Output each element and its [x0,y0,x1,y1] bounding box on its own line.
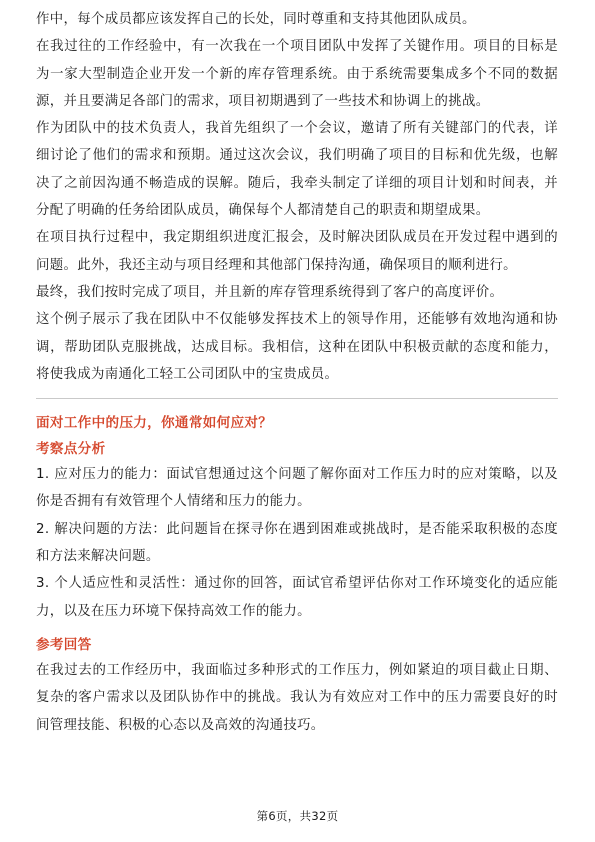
analysis-list [36,461,558,625]
question-section [36,411,558,739]
paragraph: 作为团队中的技术负责人，我首先组织了一个会议，邀请了所有关键部门的代表，详细讨论了他们的需求和预期。通过这次会议，我们明确了项目的目标和优先级，也解决了之前因沟通不畅造成的误解。随后，我牵头制定了详细的项目计划和时间表，并分配了明确的任务给团队成员，确保每个人都清楚自己的职责和期望成果。 [36,121,558,219]
list-item: 1. 应对压力的能力：面试官想通过这个问题了解你面对工作压力时的应对策略，以及你是否拥有有效管理个人情绪和压力的能力。 [36,467,558,510]
list-item: 3. 个人适应性和灵活性：通过你的回答，面试官希望评估你对工作环境变化的适应能力，以及在压力环境下保持高效工作的能力。 [36,576,558,619]
paragraph: 在项目执行过程中，我定期组织进度汇报会，及时解决团队成员在开发过程中遇到的问题。此外，我还主动与项目经理和其他部门保持沟通，确保项目的顺利进行。 [36,230,558,273]
page-content [36,6,558,739]
paragraph: 在我过往的工作经验中，有一次我在一个项目团队中发挥了关键作用。项目的目标是为一家大型制造企业开发一个新的库存管理系统。由于系统需要集成多个不同的数据源，并且要满足各部门的需求，项目初期遇到了一些技术和协调上的挑战。 [36,39,558,109]
paragraph: 这个例子展示了我在团队中不仅能够发挥技术上的领导作用，还能够有效地沟通和协调，帮助团队克服挑战，达成目标。我相信，这种在团队中积极贡献的态度和能力，将使我成为南通化工轻工公司团队中的宝贵成员。 [36,312,558,382]
page-number: 第6页，共32页 [256,809,339,823]
analysis-heading: 考察点分析 [36,441,106,458]
question-title: 面对工作中的压力，你通常如何应对？ [36,415,273,432]
answer-heading: 参考回答 [36,636,92,653]
paragraph: 最终，我们按时完成了项目，并且新的库存管理系统得到了客户的高度评价。 [36,284,504,300]
paragraph: 作中，每个成员都应该发挥自己的长处，同时尊重和支持其他团队成员。 [36,12,476,27]
previous-answer-section [36,6,558,388]
section-divider [36,398,558,399]
answer-paragraph: 在我过去的工作经历中，我面临过多种形式的工作压力，例如紧迫的项目截止日期、复杂的客户需求以及团队协作中的挑战。我认为有效应对工作中的压力需要良好的时间管理技能、积极的心态以及高效的沟通技巧。 [36,662,558,733]
list-item: 2. 解决问题的方法：此问题旨在探寻你在遇到困难或挑战时，是否能采取积极的态度和方法来解决问题。 [36,521,558,565]
